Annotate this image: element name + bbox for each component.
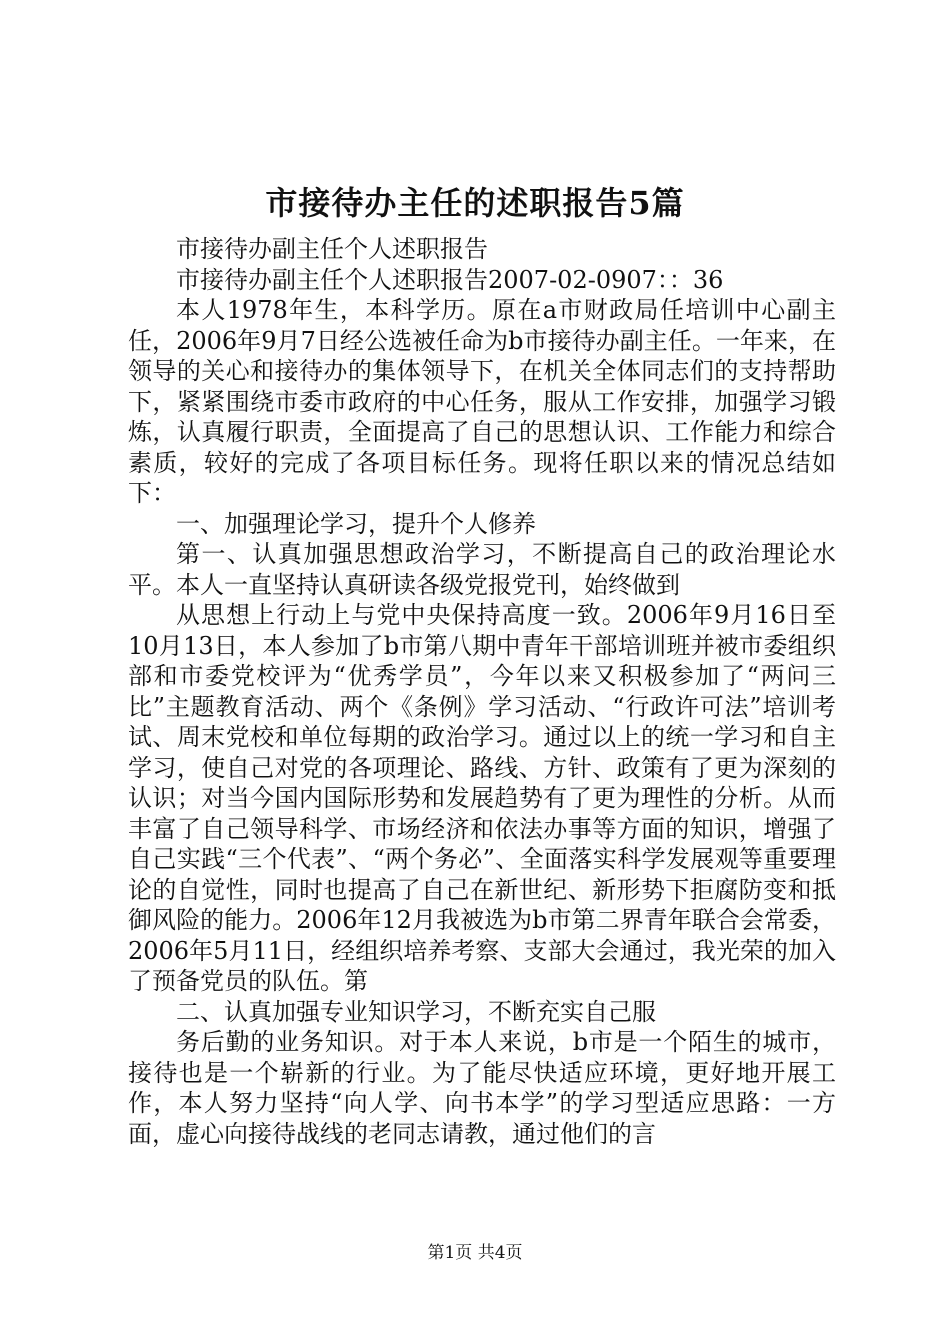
document-title: 市接待办主任的述职报告5篇 bbox=[265, 184, 685, 222]
paragraph-subtitle: 市接待办副主任个人述职报告 bbox=[176, 235, 488, 263]
paragraph-introduction: 本人1978年生，本科学历。原在a市财政局任培训中心副主任，2006年9月7日经公选被任命为b市接待办副主任。一年来，在领导的关心和接待办的集体领导下，在机关全体同志们的支持帮助下，紧紧围绕市委市政府的中心任务，服从工作安排，加强学习锻炼，认真履行职责，全面提高了自己的思想认识、工作能力和综合素质，较好的完成了各项目标任务。现将任职以来的情况总结如下： bbox=[128, 296, 836, 507]
page-number-footer: 第1页 共4页 bbox=[427, 1243, 523, 1263]
paragraph-political-study: 第一、认真加强思想政治学习，不断提高自己的政治理论水平。本人一直坚持认真研读各级党报党刊，始终做到 bbox=[128, 540, 836, 599]
paragraph-training-details: 从思想上行动上与党中央保持高度一致。2006年9月16日至10月13日，本人参加了b市第八期中青年干部培训班并被市委组织部和市委党校评为“优秀学员”，今年以来又积极参加了“两问三比”主题教育活动、两个《条例》学习活动、“行政许可法”培训考试、周末党校和单位每期的政治学习。通过以上的统一学习和自主学习，使自己对党的各项理论、路线、方针、政策有了更为深刻的认识；对当今国内国际形势和发展趋势有了更为理性的分析。从而丰富了自己领导科学、市场经济和依法办事等方面的知识，增强了自己实践“三个代表”、“两个务必”、全面落实科学发展观等重要理论的自觉性，同时也提高了自己在新世纪、新形势下拒腐防变和抵御风险的能力。2006年12月我被选为b市第二界青年联合会常委，2006年5月11日，经组织培养考察、支部大会通过，我光荣的加入了预备党员的队伍。第 bbox=[128, 601, 836, 995]
section-heading-1: 一、加强理论学习，提升个人修养 bbox=[176, 509, 536, 538]
paragraph-heading-date: 市接待办副主任个人述职报告2007-02-0907：：36 bbox=[176, 265, 724, 294]
paragraph-professional-study: 务后勤的业务知识。对于本人来说，b市是一个陌生的城市，接待也是一个崭新的行业。为了能尽快适应环境，更好地开展工作，本人努力坚持“向人学、向书本学”的学习型适应思路：一方面，虚心向接待战线的老同志请教，通过他们的言 bbox=[128, 1028, 836, 1148]
section-heading-2: 二、认真加强专业知识学习，不断充实自己服 bbox=[176, 997, 656, 1026]
document-body bbox=[128, 234, 836, 1149]
